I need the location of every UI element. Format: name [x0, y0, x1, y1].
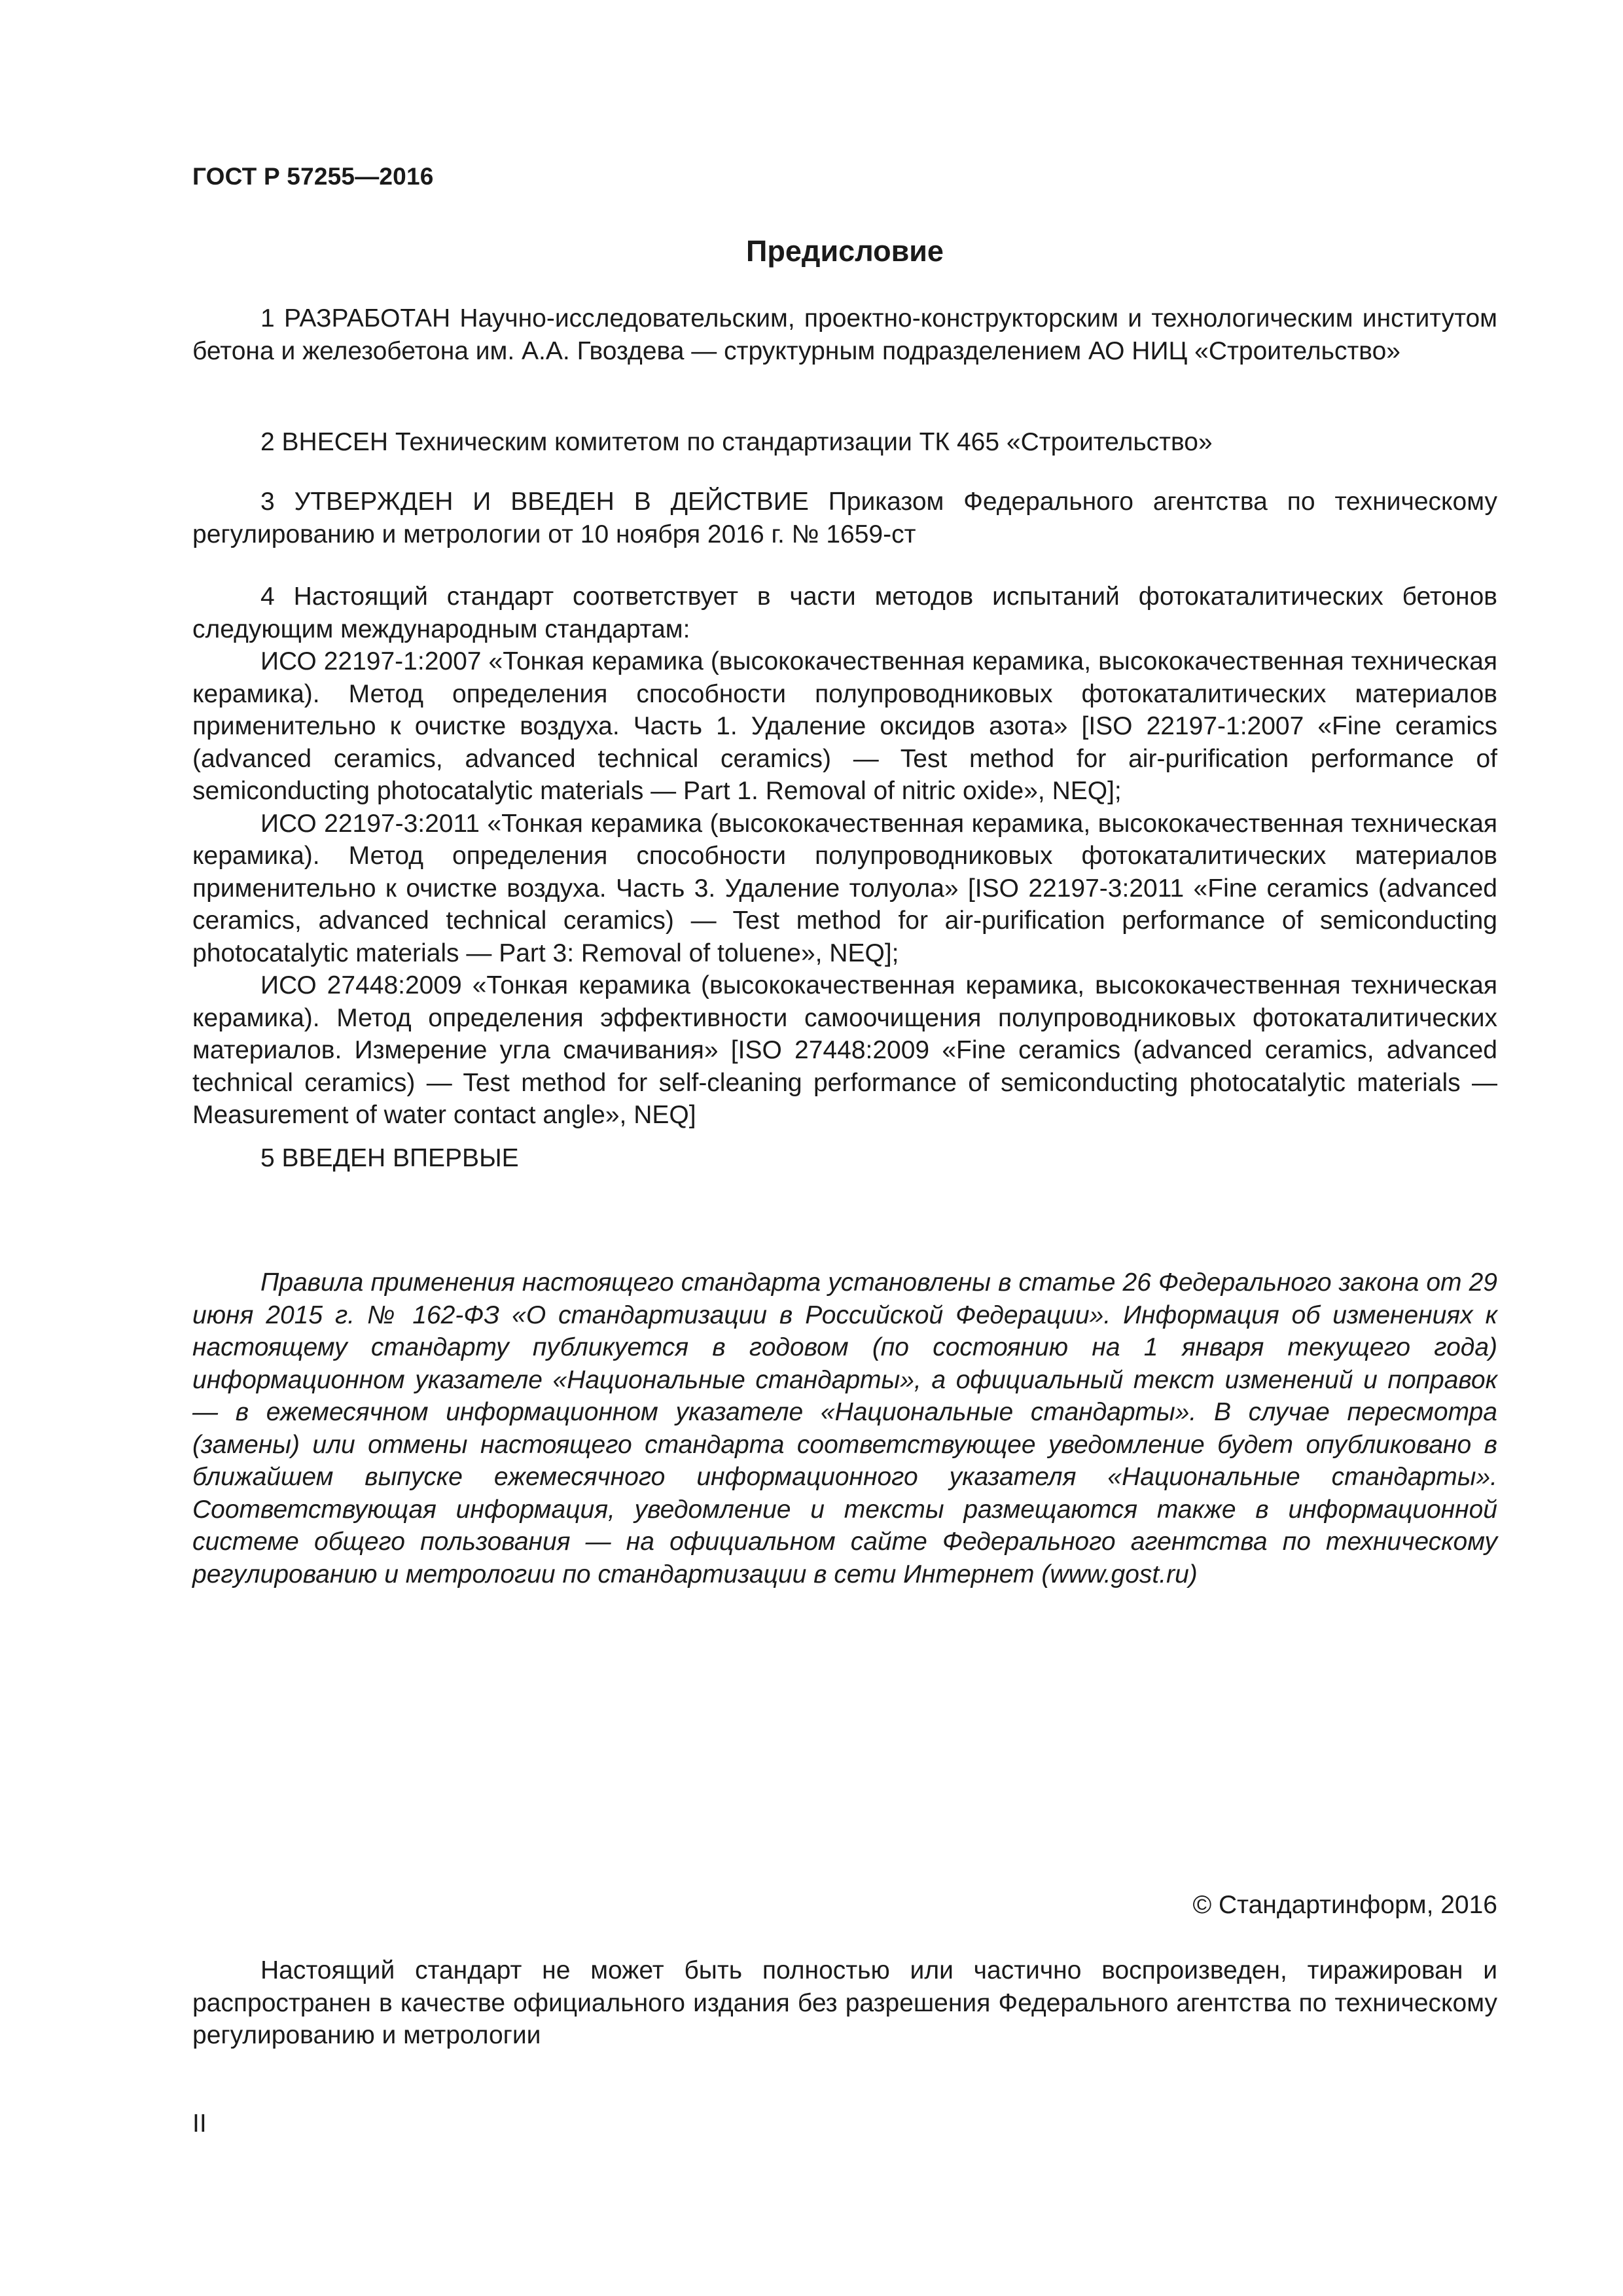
section-4-item-3: ИСО 27448:2009 «Тонкая керамика (высококачественная керамика, высококачественная техническая керамика). Метод определения эффективности самоочищения полупроводниковых фотокаталитических материалов. Измерение угла смачивания» [ISO 27448:2009 «Fine ceramics (advanced ceramics, advanced technical ceramics) — Test method for self-cleaning performance of semiconducting photocatalytic materials — Measurement of water contact angle», NEQ]: [192, 971, 1497, 1129]
section-4-intro: 4 Настоящий стандарт соответствует в части методов испытаний фотокаталитических бетонов следующим международным стандартам:: [192, 583, 1497, 643]
section-4: [192, 581, 1497, 1132]
section-2: [192, 426, 1497, 459]
reproduction-notice: [192, 1954, 1497, 2052]
rules-notice: [192, 1266, 1497, 1590]
section-1-text: 1 РАЗРАБОТАН Научно-исследовательским, проектно-конструкторским и технологическим институтом бетона и железобетона им. А.А. Гвоздева — структурным подразделением АО НИЦ «Строительство»: [192, 304, 1497, 365]
copyright-line: © Стандартинформ, 2016: [1192, 1891, 1497, 1919]
standard-code: ГОСТ Р 57255—2016: [192, 163, 434, 190]
section-5: [192, 1142, 1497, 1175]
section-3-text: 3 УТВЕРЖДЕН И ВВЕДЕН В ДЕЙСТВИЕ Приказом Федерального агентства по техническому регулированию и метрологии от 10 ноября 2016 г. № 1659-ст: [192, 488, 1497, 548]
page-number: II: [192, 2109, 207, 2138]
rules-notice-text: Правила применения настоящего стандарта установлены в статье 26 Федерального закона от 29 июня 2015 г. № 162-ФЗ «О стандартизации в Российской Федерации». Информация об изменениях к настоящему стандарту публикуется в годовом (по состоянию на 1 января текущего года) информационном указателе «Национальные стандарты», а официальный текст изменений и поправок — в ежемесячном информационном указателе «Национальные стандарты». В случае пересмотра (замены) или отмены настоящего стандарта соответствующее уведомление будет опубликовано в ближайшем выпуске ежемесячного информационного указателя «Национальные стандарты». Соответствующая информация, уведомление и тексты размещаются также в информационной системе общего пользования — на официальном сайте Федерального агентства по техническому регулированию и метрологии по стандартизации в сети Интернет (www.gost.ru): [192, 1268, 1497, 1588]
section-1: [192, 302, 1497, 367]
reproduction-notice-text: Настоящий стандарт не может быть полностью или частично воспроизведен, тиражирован и распространен в качестве официального издания без разрешения Федерального агентства по техническому регулированию и метрологии: [192, 1956, 1497, 2049]
section-4-item-2: ИСО 22197-3:2011 «Тонкая керамика (высококачественная керамика, высококачественная техническая керамика). Метод определения способности полупроводниковых фотокаталитических материалов применительно к очистке воздуха. Часть 3. Удаление толуола» [ISO 22197-3:2011 «Fine ceramics (advanced ceramics, advanced technical ceramics) — Test method for air-purification performance of semiconducting photocatalytic materials — Part 3: Removal of toluene», NEQ];: [192, 809, 1497, 967]
section-5-text: 5 ВВЕДЕН ВПЕРВЫЕ: [260, 1144, 519, 1172]
section-4-item-1: ИСО 22197-1:2007 «Тонкая керамика (высококачественная керамика, высококачественная техническая керамика). Метод определения способности полупроводниковых фотокаталитических материалов применительно к очистке воздуха. Часть 1. Удаление оксидов азота» [ISO 22197-1:2007 «Fine ceramics (advanced ceramics, advanced technical ceramics) — Test method for air-purification performance of semiconducting photocatalytic materials — Part 1. Removal of nitric oxide», NEQ];: [192, 647, 1497, 805]
section-3: [192, 486, 1497, 550]
page-title: Предисловие: [746, 234, 944, 268]
section-2-text: 2 ВНЕСЕН Техническим комитетом по стандартизации ТК 465 «Строительство»: [260, 428, 1213, 456]
